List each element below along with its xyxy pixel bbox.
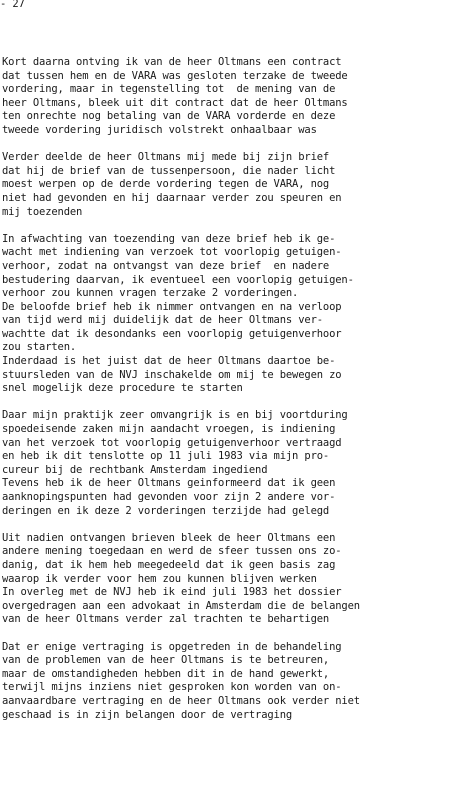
text-line: heer Oltmans, bleek uit dit contract dat de heer Oltmans <box>2 96 348 109</box>
text-line: bestudering daarvan, ik eventueel een voorlopig getuigen- <box>2 273 354 286</box>
text-line: danig, dat ik hem heb meegedeeld dat ik geen basis zag <box>2 558 336 571</box>
text-line: niet had gevonden en hij daarnaar verder zou speuren en <box>2 191 342 204</box>
text-line: moest werpen op de derde vordering tegen de VARA, nog <box>2 178 330 191</box>
text-line: dat hij de brief van de tussenpersoon, die nader licht <box>2 164 336 177</box>
text-line: van de heer Oltmans verder zal trachten te behartigen <box>2 613 330 626</box>
text-line: aanknopingspunten had gevonden voor zijn 2 andere vor- <box>2 491 336 503</box>
text-line: van de problemen van de heer Oltmans is te betreuren, <box>2 654 330 667</box>
text-line: verhoor zou kunnen vragen terzake 2 vorderingen. <box>2 287 299 300</box>
text-line: Dat er enige vertraging is opgetreden in de behandeling <box>2 640 342 653</box>
text-line: geschaad is in zijn belangen door de vertraging <box>2 708 293 721</box>
text-line: Uit nadien ontvangen brieven bleek de heer Oltmans een <box>2 531 336 544</box>
text-line: terwijl mijns inziens niet gesproken kon worden van on- <box>2 681 342 694</box>
paragraph <box>2 233 448 396</box>
text-line: Inderdaad is het juist dat de heer Oltmans daartoe be- <box>2 355 336 368</box>
text-line: deringen en ik deze 2 vorderingen terzijde had gelegd <box>2 504 330 517</box>
text-line: Daar mijn praktijk zeer omvangrijk is en bij voortduring <box>2 409 348 422</box>
text-line: van tijd werd mij duidelijk dat de heer Oltmans ver- <box>2 314 323 327</box>
letter-body <box>2 56 448 722</box>
text-line: wachtte dat ik desondanks een voorlopig getuigenverhoor <box>2 327 342 340</box>
text-line: wacht met indiening van verzoek tot voorlopig getuigen- <box>2 246 342 259</box>
paragraph <box>2 641 448 723</box>
text-line: aanvaardbare vertraging en de heer Oltmans ook verder niet <box>2 694 360 707</box>
text-line: stuursleden van de NVJ inschakelde om mij te bewegen zo <box>2 368 342 381</box>
text-line: verhoor, zodat na ontvangst van deze brief en nadere <box>2 259 330 272</box>
text-line: In overleg met de NVJ heb ik eind juli 1983 het dossier <box>2 586 342 599</box>
text-line: Kort daarna ontving ik van de heer Oltmans een contract <box>2 56 342 68</box>
text-line: cureur bij de rechtbank Amsterdam ingediend <box>2 463 268 476</box>
text-line: spoedeisende zaken mijn aandacht vroegen, is indiening <box>2 423 336 436</box>
paragraph <box>2 409 448 518</box>
page-number: - 27 <box>0 0 25 10</box>
text-line: Tevens heb ik de heer Oltmans geinformeerd dat ik geen <box>2 477 336 490</box>
text-line: tweede vordering juridisch volstrekt onhaalbaar was <box>2 123 317 136</box>
text-line: overgedragen aan een advokaat in Amsterdam die de belangen <box>2 599 360 612</box>
paragraph <box>2 56 448 138</box>
text-line: vordering, maar in tegenstelling tot de mening van de <box>2 83 336 96</box>
text-line: en heb ik dit tenslotte op 11 juli 1983 via mijn pro- <box>2 450 330 463</box>
text-line: dat tussen hem en de VARA was gesloten terzake de tweede <box>2 69 348 82</box>
text-line: andere mening toegedaan en werd de sfeer tussen ons zo- <box>2 545 342 558</box>
text-line: waarop ik verder voor hem zou kunnen blijven werken <box>2 572 317 585</box>
text-line: zou starten. <box>2 341 77 354</box>
text-line: De beloofde brief heb ik nimmer ontvangen en na verloop <box>2 300 342 313</box>
text-line: van het verzoek tot voorlopig getuigenverhoor vertraagd <box>2 436 342 449</box>
paragraph <box>2 151 448 219</box>
text-line: In afwachting van toezending van deze brief heb ik ge- <box>2 232 336 245</box>
text-line: mij toezenden <box>2 205 83 218</box>
text-line: Verder deelde de heer Oltmans mij mede bij zijn brief <box>2 151 330 164</box>
paragraph <box>2 532 448 627</box>
text-line: maar de omstandigheden hebben dit in de hand gewerkt, <box>2 667 330 680</box>
text-line: ten onrechte nog betaling van de VARA vorderde en deze <box>2 110 336 123</box>
text-line: snel mogelijk deze procedure te starten <box>2 382 243 395</box>
